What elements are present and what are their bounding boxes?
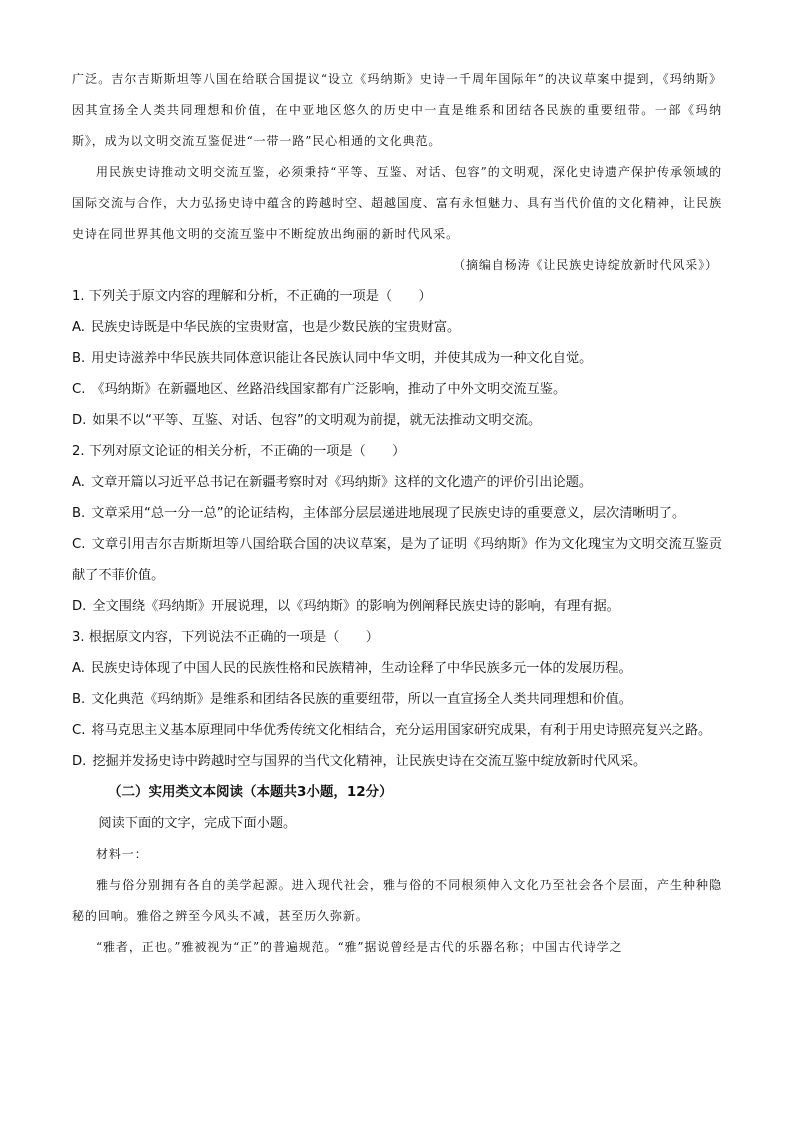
question-option: [72, 343, 722, 374]
option-text: 《玛纳斯》在新疆地区、丝路沿线国家都有广泛影响，推动了中外文明交流互鉴。: [91, 382, 567, 397]
option-text: 将马克思主义基本原理同中华优秀传统文化相结合，充分运用国家研究成果，有利于用史诗照亮复兴之路。: [91, 723, 712, 738]
question-1: [72, 281, 722, 436]
question-3: [72, 622, 722, 777]
option-letter: B.: [72, 506, 86, 521]
option-letter: B.: [72, 692, 86, 707]
option-letter: C.: [72, 537, 86, 552]
question-option: [72, 715, 722, 746]
section-heading: （二）实用类文本阅读（本题共3小题，12分）: [108, 784, 393, 800]
option-text: 挖掘并发扬史诗中跨越时空与国界的当代文化精神，让民族史诗在交流互鉴中绽放新时代风采。: [92, 754, 647, 769]
option-letter: B.: [72, 351, 86, 366]
question-stem: 1. 下列关于原文内容的理解和分析，不正确的一项是（ ）: [72, 289, 432, 304]
question-2: [72, 436, 722, 622]
option-text: 文章引用吉尔吉斯斯坦等八国给联合国的决议草案，是为了证明《玛纳斯》作为文化瑰宝为文明交流互鉴贡献了不菲价值。: [72, 537, 722, 583]
question-option: [72, 405, 722, 436]
question-option: [72, 684, 722, 715]
option-letter: A.: [72, 475, 85, 490]
material-label: 材料一：: [96, 847, 148, 861]
section-instruction: 阅读下面的文字，完成下面小题。: [98, 816, 297, 831]
option-text: 文化典范《玛纳斯》是维系和团结各民族的重要纽带，所以一直宣扬全人类共同理想和价值。: [91, 692, 632, 707]
passage-paragraph: 用民族史诗推动文明交流互鉴，必须秉持“平等、互鉴、对话、包容”的文明观，深化史诗遗产保护传承领域的国际交流与合作，大力弘扬史诗中蕴含的跨越时空、超越国度、富有永恒魅力、具有当代价值的文化精神，让民族史诗在同世界其他文明的交流互鉴中不断绽放出绚丽的新时代风采。: [72, 165, 722, 241]
option-letter: D.: [72, 413, 87, 428]
question-option: [72, 746, 722, 777]
option-letter: A.: [72, 661, 85, 676]
question-stem: 3. 根据原文内容，下列说法不正确的一项是（ ）: [72, 630, 379, 645]
option-text: 用史诗滋养中华民族共同体意识能让各民族认同中华文明，并使其成为一种文化自觉。: [91, 351, 593, 366]
question-option: [72, 312, 722, 343]
passage-paragraph: 广泛。吉尔吉斯斯坦等八国在给联合国提议“设立《玛纳斯》史诗一千周年国际年”的决议草案中提到，《玛纳斯》因其宣扬全人类共同理想和价值，在中亚地区悠久的历史中一直是维系和团结各民族的重要纽带。一部《玛纳斯》，成为以文明交流互鉴促进“一带一路”民心相通的文化典范。: [72, 72, 722, 148]
question-option: [72, 529, 722, 591]
question-stem: 2. 下列对原文论证的相关分析，不正确的一项是（ ）: [72, 444, 406, 459]
material-paragraph: “雅者，正也。”雅被视为“正”的普遍规范。“雅”据说曾经是古代的乐器名称；中国古代诗学之: [96, 940, 623, 954]
option-letter: D.: [72, 599, 87, 614]
question-option: [72, 467, 722, 498]
question-option: [72, 498, 722, 529]
passage-source: （摘编自杨涛《让民族史诗绽放新时代风采》）: [453, 258, 718, 272]
option-text: 文章采用“总一分一总”的论证结构，主体部分层层递进地展现了民族史诗的重要意义，层次清晰明了。: [91, 506, 686, 521]
option-text: 民族史诗既是中华民族的宝贵财富，也是少数民族的宝贵财富。: [90, 320, 461, 335]
question-option: [72, 374, 722, 405]
option-letter: A.: [72, 320, 85, 335]
option-text: 全文围绕《玛纳斯》开展说理，以《玛纳斯》的影响为例阐释民族史诗的影响，有理有据。: [92, 599, 620, 614]
option-text: 文章开篇以习近平总书记在新疆考察时对《玛纳斯》这样的文化遗产的评价引出论题。: [90, 475, 593, 490]
section-two: [72, 777, 722, 963]
document-page: [72, 64, 722, 963]
question-option: [72, 591, 722, 622]
material-paragraph: 雅与俗分别拥有各自的美学起源。进入现代社会，雅与俗的不同根须伸入文化乃至社会各个层面，产生种种隐秘的回响。雅俗之辨至今风头不减，甚至历久弥新。: [72, 878, 722, 923]
passage-one: [72, 64, 722, 281]
option-text: 民族史诗体现了中国人民的民族性格和民族精神，生动诠释了中华民族多元一体的发展历程。: [90, 661, 632, 676]
option-text: 如果不以“平等、互鉴、对话、包容”的文明观为前提，就无法推动文明交流。: [92, 413, 542, 428]
option-letter: C.: [72, 723, 86, 738]
option-letter: D.: [72, 754, 87, 769]
option-letter: C.: [72, 382, 86, 397]
question-option: [72, 653, 722, 684]
